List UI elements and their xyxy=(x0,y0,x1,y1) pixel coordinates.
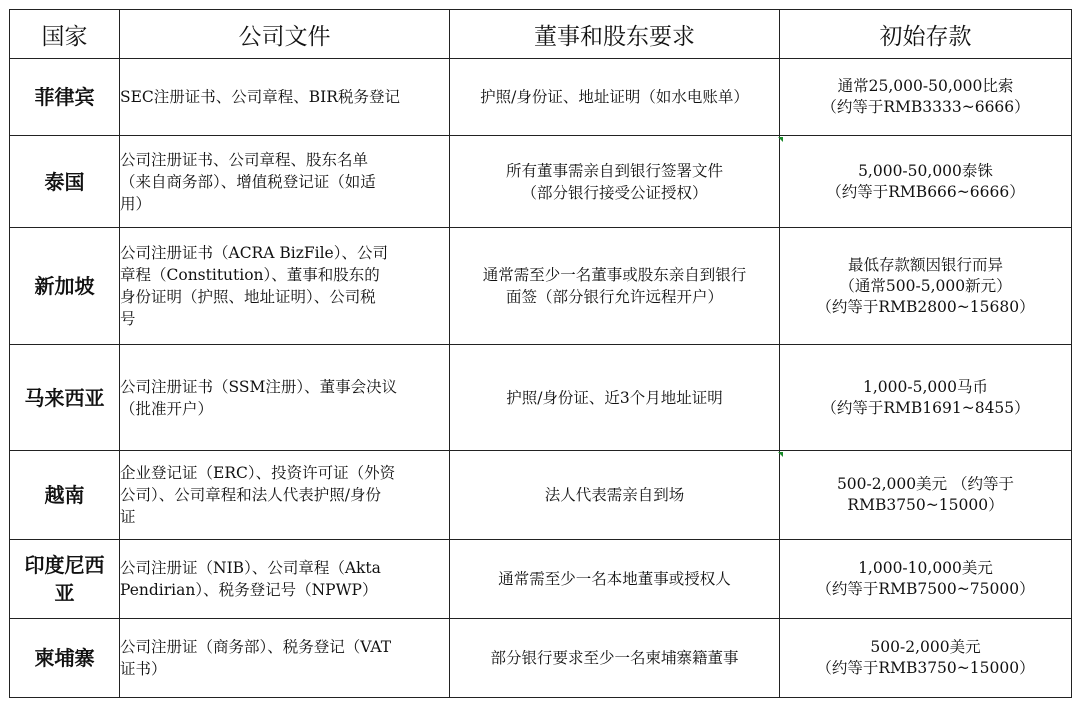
requirements-cell xyxy=(450,59,780,136)
requirements-cell xyxy=(450,228,780,345)
documents-cell-line: 公司注册证（商务部）、税务登记（VAT xyxy=(120,638,392,656)
documents-cell-line: 公司注册证（NIB）、公司章程（Akta xyxy=(120,559,381,577)
comment-marker-icon xyxy=(778,452,783,457)
deposit-cell-line: 最低存款额因银行而异 xyxy=(847,255,1003,274)
deposit-cell xyxy=(780,619,1072,698)
deposit-cell xyxy=(780,540,1072,619)
documents-cell-line: 公司注册证书（SSM注册）、董事会决议 xyxy=(120,377,398,396)
deposit-cell xyxy=(780,228,1072,345)
header-documents: 公司文件 xyxy=(120,10,450,59)
deposit-cell-line: （约等于RMB3333~6666） xyxy=(821,98,1030,116)
deposit-cell xyxy=(780,136,1072,228)
header-row xyxy=(10,10,1072,59)
header-deposit: 初始存款 xyxy=(780,10,1072,59)
documents-cell xyxy=(120,540,450,619)
documents-cell-line: 公司注册证书（ACRA BizFile）、公司 xyxy=(120,244,388,262)
deposit-cell-line: （约等于RMB2800~15680） xyxy=(816,297,1035,316)
documents-cell-line: 章程（Constitution）、董事和股东的 xyxy=(120,266,380,284)
documents-cell-line: 号 xyxy=(120,310,136,328)
requirements-cell-line: 通常需至少一名本地董事或授权人 xyxy=(498,570,731,588)
table-row xyxy=(10,59,1072,136)
deposit-cell xyxy=(780,451,1072,540)
deposit-cell-line: 500-2,000美元 （约等于 xyxy=(836,475,1015,493)
documents-cell-line: SEC注册证书、公司章程、BIR税务登记 xyxy=(120,88,400,106)
requirements-cell-line: （部分银行接受公证授权） xyxy=(521,183,708,202)
documents-cell-line: （来自商务部）、增值税登记证（如适 xyxy=(120,172,376,191)
deposit-cell xyxy=(780,345,1072,451)
requirements-cell xyxy=(450,540,780,619)
table-row xyxy=(10,451,1072,540)
bank-account-requirements-table xyxy=(9,9,1072,698)
country-cell: 泰国 xyxy=(10,136,120,228)
requirements-cell-line: 法人代表需亲自到场 xyxy=(544,486,685,504)
country-cell: 印度尼西亚 xyxy=(10,540,120,619)
documents-cell-line: 身份证明（护照、地址证明）、公司税 xyxy=(120,288,376,306)
deposit-cell-line: （约等于RMB1691~8455） xyxy=(821,398,1030,417)
deposit-cell-line: 1,000-10,000美元 xyxy=(858,559,993,577)
documents-cell-line: 用） xyxy=(120,194,152,213)
requirements-cell-line: 所有董事需亲自到银行签署文件 xyxy=(505,161,723,180)
deposit-cell-line: 1,000-5,000马币 xyxy=(863,377,988,396)
documents-cell-line: 公司）、公司章程和法人代表护照/身份 xyxy=(120,486,381,504)
deposit-cell xyxy=(780,59,1072,136)
country-cell: 菲律宾 xyxy=(10,59,120,136)
documents-cell-line: 证 xyxy=(120,508,136,526)
requirements-cell xyxy=(450,619,780,698)
table-row xyxy=(10,540,1072,619)
country-cell: 新加坡 xyxy=(10,228,120,345)
deposit-cell-line: 5,000-50,000泰铢 xyxy=(858,161,993,180)
documents-cell-line: 公司注册证书、公司章程、股东名单 xyxy=(120,150,369,169)
documents-cell-line: Pendirian）、税务登记号（NPWP） xyxy=(120,581,378,599)
requirements-cell xyxy=(450,345,780,451)
deposit-cell-line: （通常500-5,000新元） xyxy=(839,276,1012,295)
deposit-cell-line: 500-2,000美元 xyxy=(870,638,981,656)
requirements-cell-line: 护照/身份证、地址证明（如水电账单） xyxy=(480,88,749,106)
documents-cell-line: 证书） xyxy=(120,660,167,678)
table-body xyxy=(10,59,1072,698)
deposit-cell-line: RMB3750~15000） xyxy=(847,496,1004,514)
requirements-cell xyxy=(450,451,780,540)
documents-cell xyxy=(120,59,450,136)
requirements-cell xyxy=(450,136,780,228)
deposit-cell-line: （约等于RMB3750~15000） xyxy=(816,659,1035,677)
header-requirements: 董事和股东要求 xyxy=(450,10,780,59)
documents-cell xyxy=(120,451,450,540)
documents-cell-line: （批准开户） xyxy=(120,399,214,418)
requirements-cell-line: 面签（部分银行允许远程开户） xyxy=(505,288,723,306)
country-cell: 越南 xyxy=(10,451,120,540)
table-row xyxy=(10,345,1072,451)
documents-cell xyxy=(120,345,450,451)
documents-cell xyxy=(120,619,450,698)
comment-marker-icon xyxy=(778,137,783,142)
documents-cell xyxy=(120,136,450,228)
table-row xyxy=(10,136,1072,228)
requirements-cell-line: 部分银行要求至少一名柬埔寨籍董事 xyxy=(490,649,739,667)
documents-cell xyxy=(120,228,450,345)
deposit-cell-line: （约等于RMB666~6666） xyxy=(826,182,1025,201)
requirements-cell-line: 护照/身份证、近3个月地址证明 xyxy=(506,388,723,407)
country-cell: 马来西亚 xyxy=(10,345,120,451)
country-cell: 柬埔寨 xyxy=(10,619,120,698)
documents-cell-line: 企业登记证（ERC）、投资许可证（外资 xyxy=(120,464,396,482)
deposit-cell-line: 通常25,000-50,000比索 xyxy=(837,77,1014,95)
deposit-cell-line: （约等于RMB7500~75000） xyxy=(816,580,1035,598)
table-row xyxy=(10,228,1072,345)
requirements-cell-line: 通常需至少一名董事或股东亲自到银行 xyxy=(482,266,747,284)
header-country: 国家 xyxy=(10,10,120,59)
table-row xyxy=(10,619,1072,698)
